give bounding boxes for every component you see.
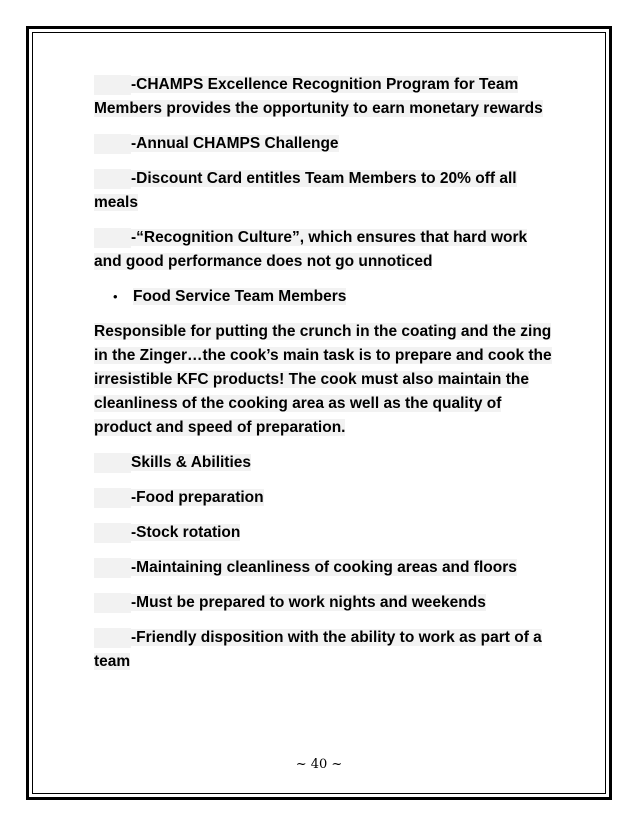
indent-marker bbox=[94, 453, 131, 473]
paragraph-champs-program bbox=[94, 73, 554, 121]
indent-marker bbox=[94, 75, 131, 95]
skill-nights-weekends bbox=[94, 591, 554, 615]
skill-stock-rotation bbox=[94, 521, 554, 545]
paragraph-cook-description bbox=[94, 320, 554, 440]
paragraph-text: -Must be prepared to work nights and weekends bbox=[131, 594, 486, 611]
heading-skills-abilities bbox=[94, 451, 554, 475]
indent-marker bbox=[94, 593, 131, 613]
paragraph-discount-card bbox=[94, 167, 554, 215]
indent-marker bbox=[94, 558, 131, 578]
skill-cleanliness bbox=[94, 556, 554, 580]
paragraph-text: Skills & Abilities bbox=[131, 454, 252, 471]
paragraph-text: -Friendly disposition with the ability to work as part of a team bbox=[94, 629, 542, 670]
paragraph-champs-challenge bbox=[94, 132, 554, 156]
bullet-text: Food Service Team Members bbox=[133, 288, 347, 305]
indent-marker bbox=[94, 523, 131, 543]
paragraph-text: -Maintaining cleanliness of cooking areas and floors bbox=[131, 559, 517, 576]
indent-marker bbox=[94, 228, 131, 248]
indent-marker bbox=[94, 134, 131, 154]
paragraph-text: -CHAMPS Excellence Recognition Program for Team Members provides the opportunity to earn monetary rewards bbox=[94, 76, 543, 117]
bullet-icon: • bbox=[113, 289, 118, 304]
indent-marker bbox=[94, 169, 131, 189]
bullet-item-food-service bbox=[94, 285, 554, 309]
paragraph-text: -Food preparation bbox=[131, 489, 264, 506]
indent-marker bbox=[94, 628, 131, 648]
paragraph-text: -Discount Card entitles Team Members to 20% off all meals bbox=[94, 170, 517, 211]
paragraph-text: Responsible for putting the crunch in the coating and the zing in the Zinger…the cook’s main task is to prepare and cook the irresistible KFC products! The cook must also maintain the cleanliness of the cooking area as well as the quality of product and speed of preparation. bbox=[94, 323, 552, 436]
skill-friendly-disposition bbox=[94, 626, 554, 674]
paragraph-text: -“Recognition Culture”, which ensures that hard work and good performance does not go unnoticed bbox=[94, 229, 528, 270]
paragraph-text: -Annual CHAMPS Challenge bbox=[131, 135, 339, 152]
paragraph-recognition-culture bbox=[94, 226, 554, 274]
skill-food-preparation bbox=[94, 486, 554, 510]
paragraph-text: -Stock rotation bbox=[131, 524, 241, 541]
page-number: ~ 40 ~ bbox=[295, 757, 343, 772]
indent-marker bbox=[94, 488, 131, 508]
document-body bbox=[94, 73, 554, 685]
